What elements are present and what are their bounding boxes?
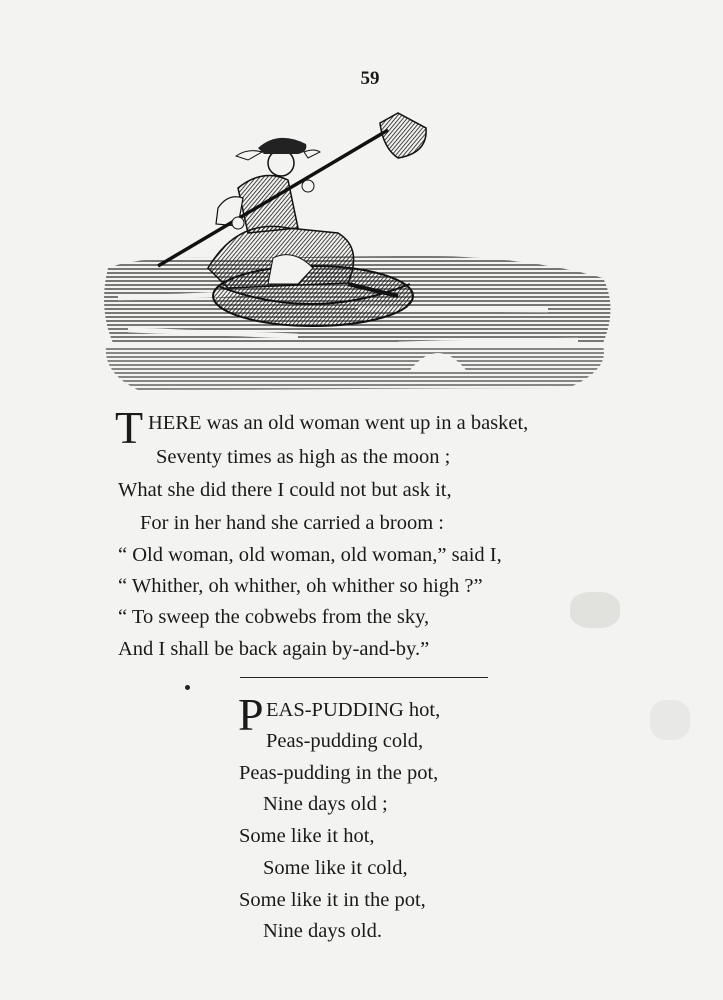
poem-2-line-5: Some like it hot, [239, 825, 375, 847]
poem-1-line-5: “ Old woman, old woman, old woman,” said I, [118, 544, 502, 566]
poem-1-line-4: For in her hand she carried a broom : [140, 512, 444, 534]
poem-1-line-2: Seventy times as high as the moon ; [156, 446, 451, 468]
page-number: 59 [360, 68, 380, 89]
drop-cap-p: P [238, 689, 264, 740]
poem-1-line-3: What she did there I could not but ask it, [118, 479, 452, 501]
poem-2-line-2: Peas-pudding cold, [266, 730, 424, 752]
drop-cap-t: T [115, 402, 144, 453]
poem-2-line-1: EAS-PUDDING hot, [266, 699, 441, 721]
poem-2-line-8: Nine days old. [263, 920, 382, 942]
paper-smudge [570, 592, 620, 628]
old-woman-in-basket-woodcut-icon [98, 108, 618, 393]
poem-1-line-1: HERE was an old woman went up in a basket, [148, 412, 529, 434]
poem-2-line-3: Peas-pudding in the pot, [239, 762, 439, 784]
section-divider [240, 677, 488, 678]
poem-2-line-4: Nine days old ; [263, 793, 388, 815]
ink-dot [185, 685, 190, 690]
poem-2-line-7: Some like it in the pot, [239, 889, 426, 911]
poem-2-line-6: Some like it cold, [263, 857, 408, 879]
poem-1-line-6: “ Whither, oh whither, oh whither so high ?” [118, 575, 483, 597]
poem-1-line-7: “ To sweep the cobwebs from the sky, [118, 606, 430, 628]
poem-1-line-8: And I shall be back again by-and-by.” [118, 638, 430, 660]
paper-smudge [650, 700, 690, 740]
